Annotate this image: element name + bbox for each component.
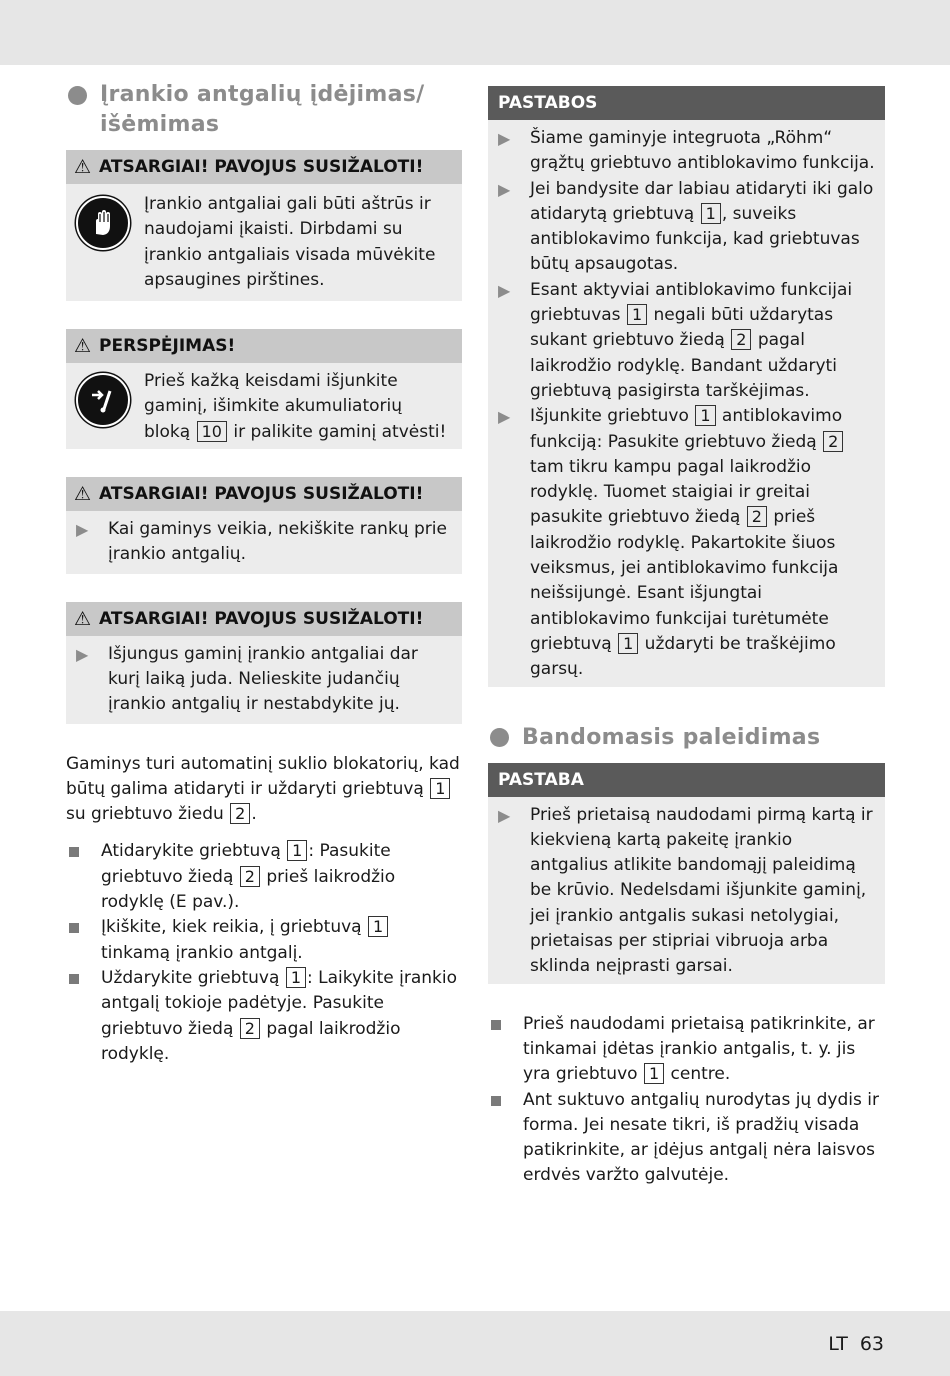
warning-box-battery	[66, 329, 462, 449]
warning-box-hands	[66, 477, 462, 574]
list-item	[488, 1012, 885, 1088]
ref-chuck: 1	[618, 633, 638, 654]
list-item-text: Šiame gaminyje integruota „Röhm“ grąžtų griebtuvo antiblokavimo funkcija.	[530, 128, 875, 174]
ref-chuck-ring: 2	[230, 803, 250, 824]
page-footer	[828, 1333, 884, 1355]
warning-triangle-icon: ⚠	[74, 607, 92, 630]
check-list	[488, 1012, 885, 1189]
list-item-text: Prieš naudodami prietaisą patikrinkite, ar tinkamai įdėtas įrankio antgalis, t. y. jis yra griebtuvo 1 centre.	[523, 1013, 875, 1085]
note-header: PASTABA	[488, 763, 885, 797]
ref-chuck: 1	[627, 304, 647, 325]
list-item-text: Įkiškite, kiek reikia, į griebtuvą 1 tinkamą įrankio antgalį.	[101, 915, 462, 966]
unplug-icon	[76, 373, 130, 427]
list-item	[76, 642, 450, 718]
notes-body	[488, 120, 885, 687]
list-item-text: Uždarykite griebtuvą 1 : Laikykite įrankio antgalį tokioje padėtyje. Pasukite griebtuvo žiedą 2 pagal laikrodžio rodyklę.	[101, 967, 458, 1064]
ref-chuck: 1	[701, 203, 721, 224]
list-item-text: Atidarykite griebtuvą 1 : Pasukite griebtuvo žiedą 2 prieš laikrodžio rodyklę (E pav.).	[101, 841, 396, 913]
warning-text: Įrankio antgaliai gali būti aštrūs ir naudojami įkaisti. Dirbdami su įrankio antgaliais visada mūvėkite apsaugines pirštines.	[144, 194, 436, 290]
section-heading-test-run	[488, 723, 885, 753]
gloves-icon	[76, 196, 130, 250]
list-item	[66, 915, 462, 966]
warning-title: ATSARGIAI! PAVOJUS SUSIŽALOTI!	[99, 484, 424, 505]
warning-title: PERSPĖJIMAS!	[99, 336, 236, 357]
triangle-bullet-icon: ▶	[498, 805, 511, 825]
warning-triangle-icon: ⚠	[74, 156, 92, 178]
warning-text	[144, 369, 450, 445]
ref-chuck: 1	[286, 967, 306, 988]
square-bullet-icon	[69, 923, 79, 933]
ref-chuck-ring: 2	[240, 866, 260, 887]
warning-triangle-icon: ⚠	[74, 335, 92, 358]
list-item	[498, 404, 879, 682]
notes-list	[498, 126, 879, 683]
triangle-bullet-icon: ▶	[498, 129, 511, 148]
list-item-text: Išjunkite griebtuvo 1 antiblokavimo funkciją: Pasukite griebtuvo žiedą 2 tam tikru kampu pagal laikrodžio rodyklę. Tuomet staigiai ir greitai pasukite griebtuvo žiedą 2 prieš laikrodžio rodyklę. Pakartokite šiuos veiksmus, jei antiblokavimo funkcija neišsijungė. Esant išjungtai antiblokavimo funkcijai turėtumėte griebtuvą 1 uždaryti be traškėjimo garsų.	[530, 406, 843, 680]
square-bullet-icon	[69, 974, 79, 984]
square-bullet-icon	[491, 1020, 501, 1030]
warning-title: ATSARGIAI! PAVOJUS SUSIŽALOTI!	[99, 157, 424, 177]
list-item	[498, 177, 879, 278]
list-item	[488, 1088, 885, 1189]
list-item	[66, 966, 462, 1067]
list-item-text: Esant aktyviai antiblokavimo funkcijai griebtuvas 1 negali būti uždarytas sukant griebtuvo žiedą 2 pagal laikrodžio rodyklę. Bandant uždaryti griebtuvą pasigirsta tarškėjimas.	[530, 279, 853, 401]
warning-header	[66, 329, 462, 363]
list-item-text: Išjungus gaminį įrankio antgaliai dar kurį laiką juda. Nelieskite judančių įrankio antgalių ir nestabdykite jų.	[108, 643, 418, 715]
paragraph-text: su griebtuvo žiedu	[66, 804, 224, 825]
paragraph-text: .	[251, 804, 257, 825]
list-item	[66, 839, 462, 915]
ref-chuck: 1	[368, 916, 388, 937]
list-item	[498, 278, 879, 404]
warning-box-sharp-bits	[66, 150, 462, 301]
right-column	[488, 86, 885, 1189]
ref-chuck-ring: 2	[240, 1018, 260, 1039]
warning-header	[66, 602, 462, 636]
warning-header	[66, 150, 462, 184]
warning-body	[66, 184, 462, 301]
ref-chuck: 1	[287, 840, 307, 861]
top-band	[0, 0, 950, 65]
page-number: 63	[859, 1333, 884, 1355]
paragraph-text: Gaminys turi automatinį suklio blokatorių, kad būtų galima atidaryti ir uždaryti griebtuvą	[66, 753, 460, 799]
triangle-bullet-icon: ▶	[498, 179, 511, 199]
section-title: Bandomasis paleidimas	[522, 724, 821, 750]
warning-box-moving-bits	[66, 602, 462, 724]
triangle-bullet-icon: ▶	[76, 520, 89, 540]
note-box	[488, 763, 885, 984]
ref-chuck-ring: 2	[731, 329, 751, 350]
list-item-text: Jei bandysite dar labiau atidaryti iki galo atidarytą griebtuvą 1 , suveiks antiblokavimo funkcija, kad griebtuvas būtų apsaugotas.	[530, 178, 874, 275]
warning-triangle-icon: ⚠	[74, 483, 92, 506]
ref-chuck-ring: 2	[747, 506, 767, 527]
note-body	[488, 797, 885, 984]
square-bullet-icon	[69, 847, 79, 857]
triangle-bullet-icon: ▶	[498, 407, 511, 427]
warning-body	[66, 511, 462, 574]
list-item-text: Ant suktuvo antgalių nurodytas jų dydis ir forma. Jei nesate tikri, iš pradžių visada patikrinkite, ar įdėjus antgalį nėra laisvos erdvės varžto galvutėje.	[523, 1089, 879, 1186]
list-item-text: Prieš prietaisą naudodami pirmą kartą ir kiekvieną kartą pakeitę įrankio antgalius atlikite bandomąjį paleidimą be krūvio. Nedelsdami išjunkite gaminį, jei įrankio antgalis sukasi netolygiai, prietaisas per stipriai vibruoja arba sklinda neįprasti garsai.	[530, 804, 873, 977]
warning-title: ATSARGIAI! PAVOJUS SUSIŽALOTI!	[99, 608, 424, 629]
list-item	[498, 126, 879, 177]
section-heading-tool-bits	[66, 80, 462, 140]
steps-list	[66, 839, 462, 1067]
language-code: LT	[828, 1333, 848, 1355]
section-bullet-icon	[490, 728, 509, 747]
ref-battery-pack: 10	[197, 421, 227, 442]
list-item-text: Kai gaminys veikia, nekiškite rankų prie įrankio antgalių.	[108, 519, 447, 565]
left-column	[66, 80, 462, 1067]
section-bullet-icon	[68, 86, 87, 105]
note-list	[498, 803, 873, 980]
list-item	[76, 517, 450, 568]
list-item	[498, 803, 873, 980]
triangle-bullet-icon: ▶	[498, 280, 511, 300]
ref-chuck: 1	[644, 1063, 664, 1084]
ref-chuck-ring: 2	[823, 431, 843, 452]
spindle-lock-paragraph	[66, 752, 462, 828]
notes-box	[488, 86, 885, 687]
warning-text-part: Prieš kažką keisdami išjunkite gaminį, išimkite akumuliatorių bloką	[144, 371, 403, 442]
ref-chuck: 1	[430, 778, 450, 799]
warning-list	[76, 517, 450, 568]
bottom-band	[0, 1311, 950, 1376]
square-bullet-icon	[491, 1096, 501, 1106]
warning-header	[66, 477, 462, 511]
warning-list	[76, 642, 450, 718]
warning-body	[66, 363, 462, 449]
warning-text-part: ir palikite gaminį atvėsti!	[233, 421, 447, 442]
section-title: Įrankio antgalių įdėjimas/ išėmimas	[100, 82, 425, 137]
triangle-bullet-icon: ▶	[76, 644, 89, 664]
warning-body	[66, 636, 462, 724]
notes-header: PASTABOS	[488, 86, 885, 120]
ref-chuck: 1	[695, 405, 715, 426]
